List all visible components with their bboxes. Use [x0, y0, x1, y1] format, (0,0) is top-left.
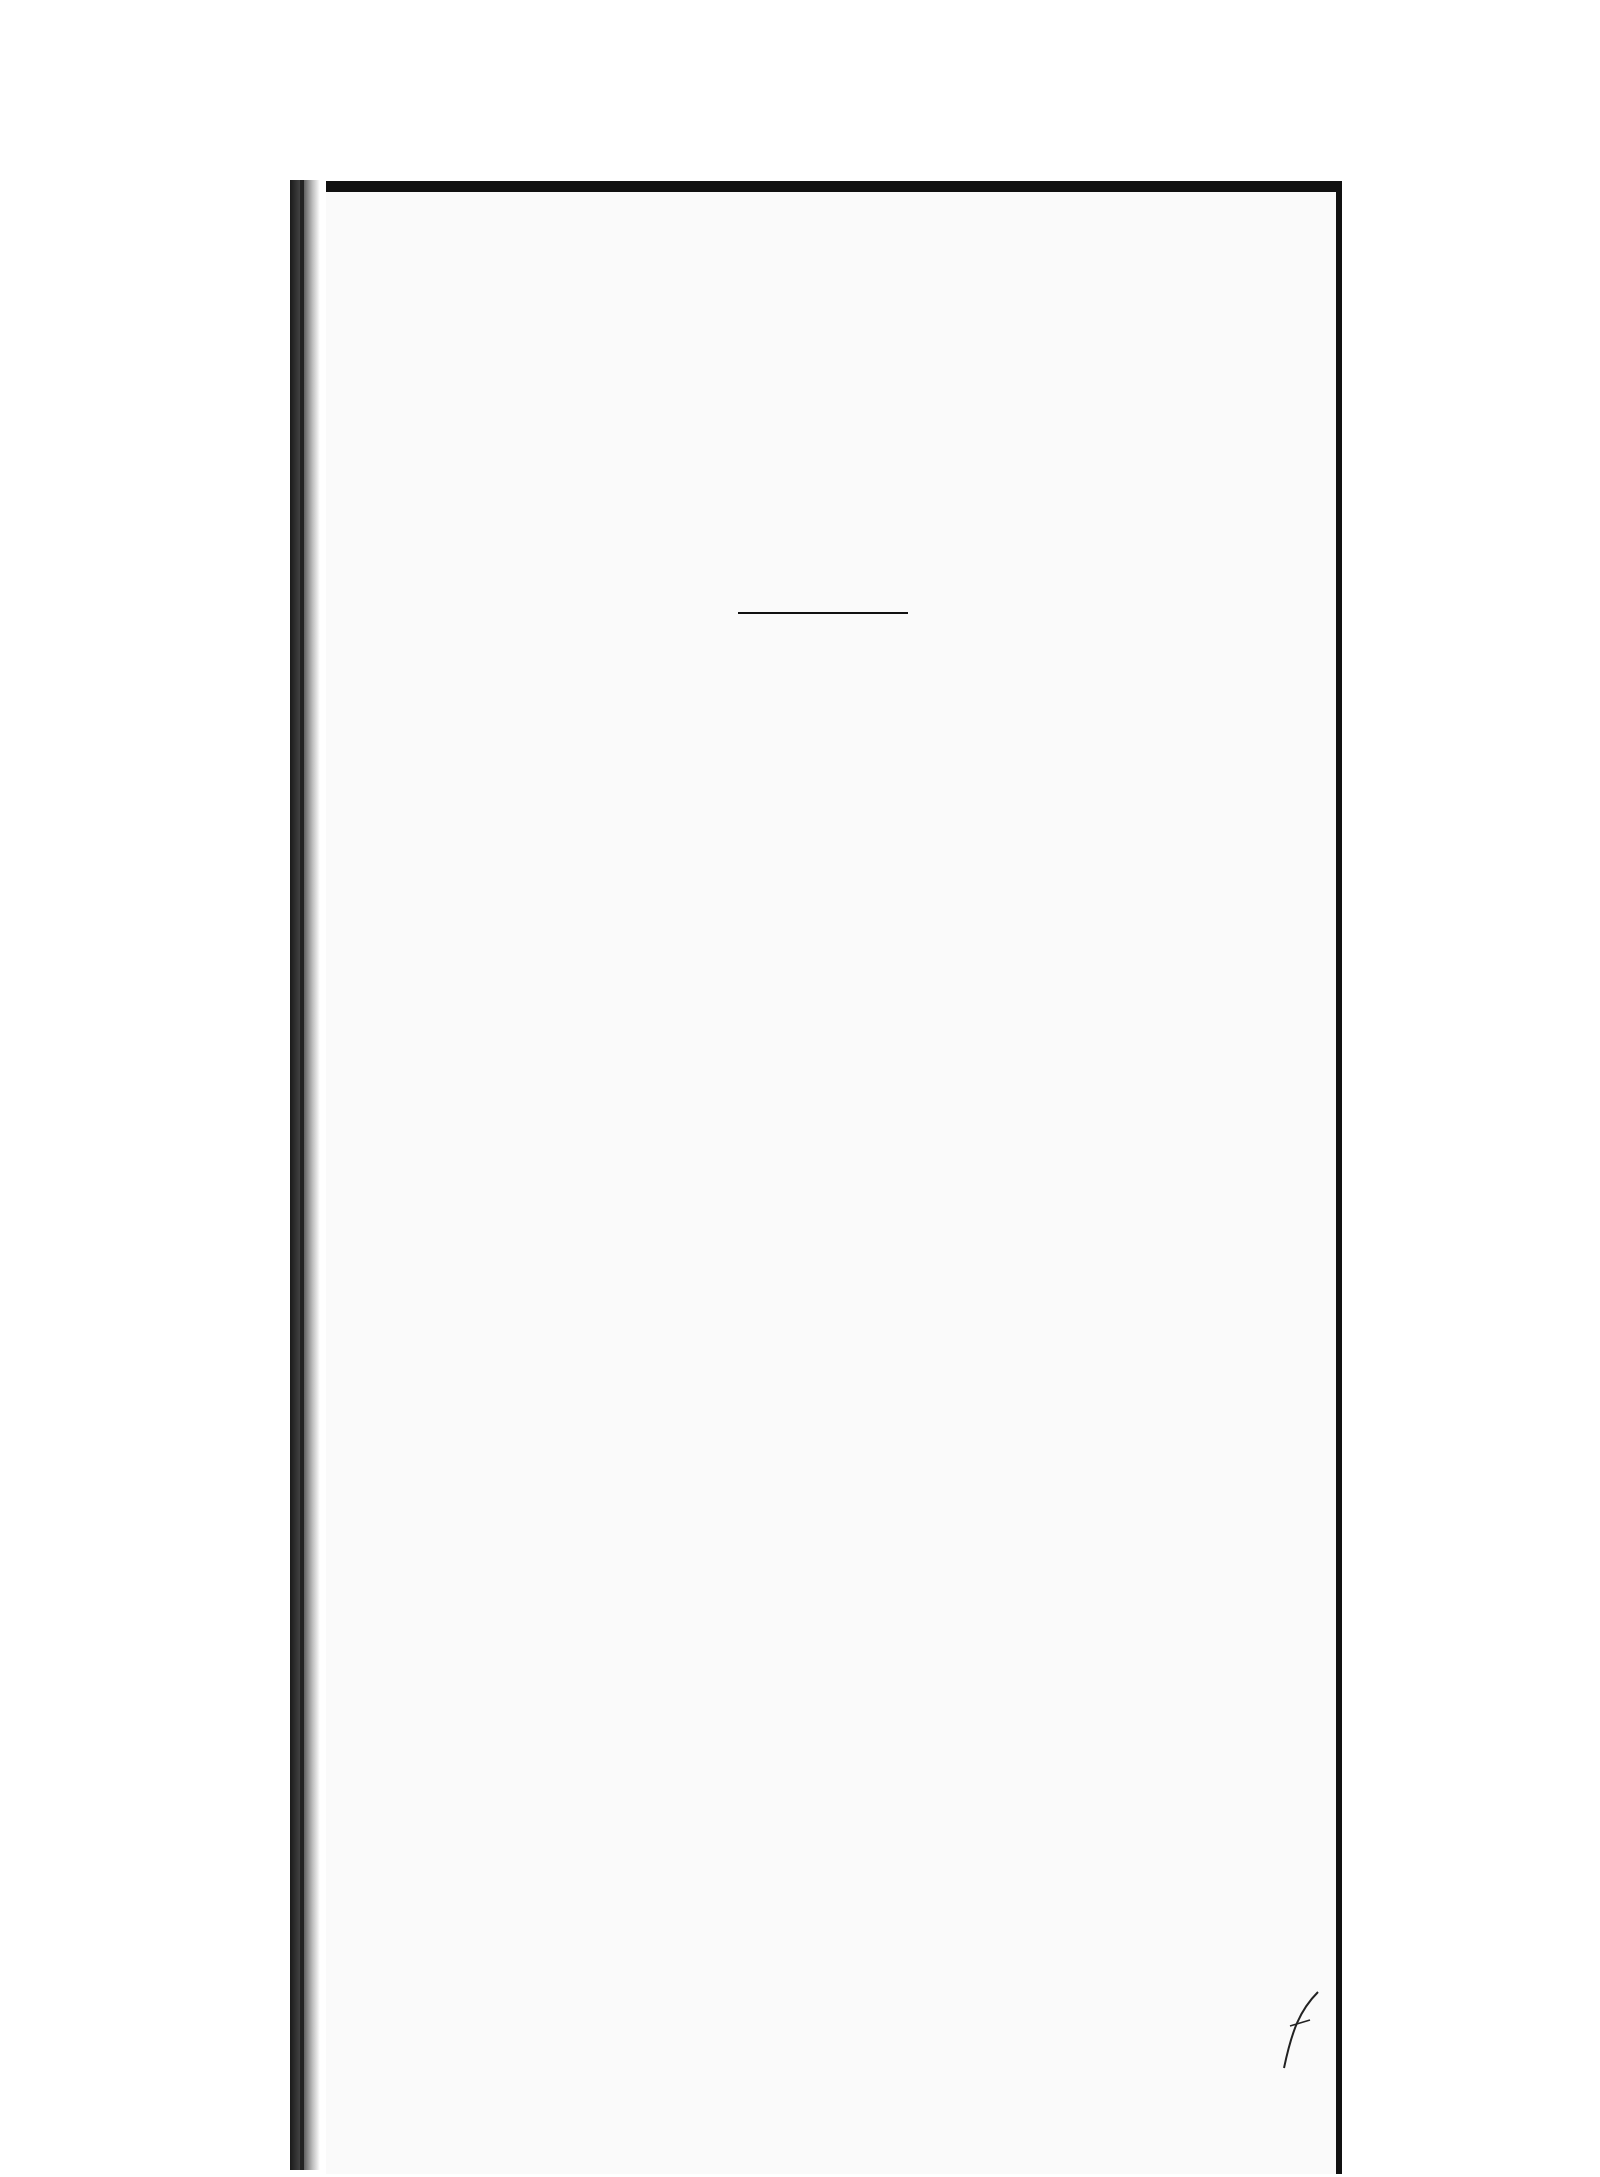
section-divider [738, 612, 908, 614]
page-edge [300, 180, 304, 2170]
right-page [326, 186, 1342, 2174]
page-corner-fold [1280, 1990, 1320, 2070]
left-page-fragments [0, 270, 280, 2030]
book-gutter [290, 180, 320, 2170]
